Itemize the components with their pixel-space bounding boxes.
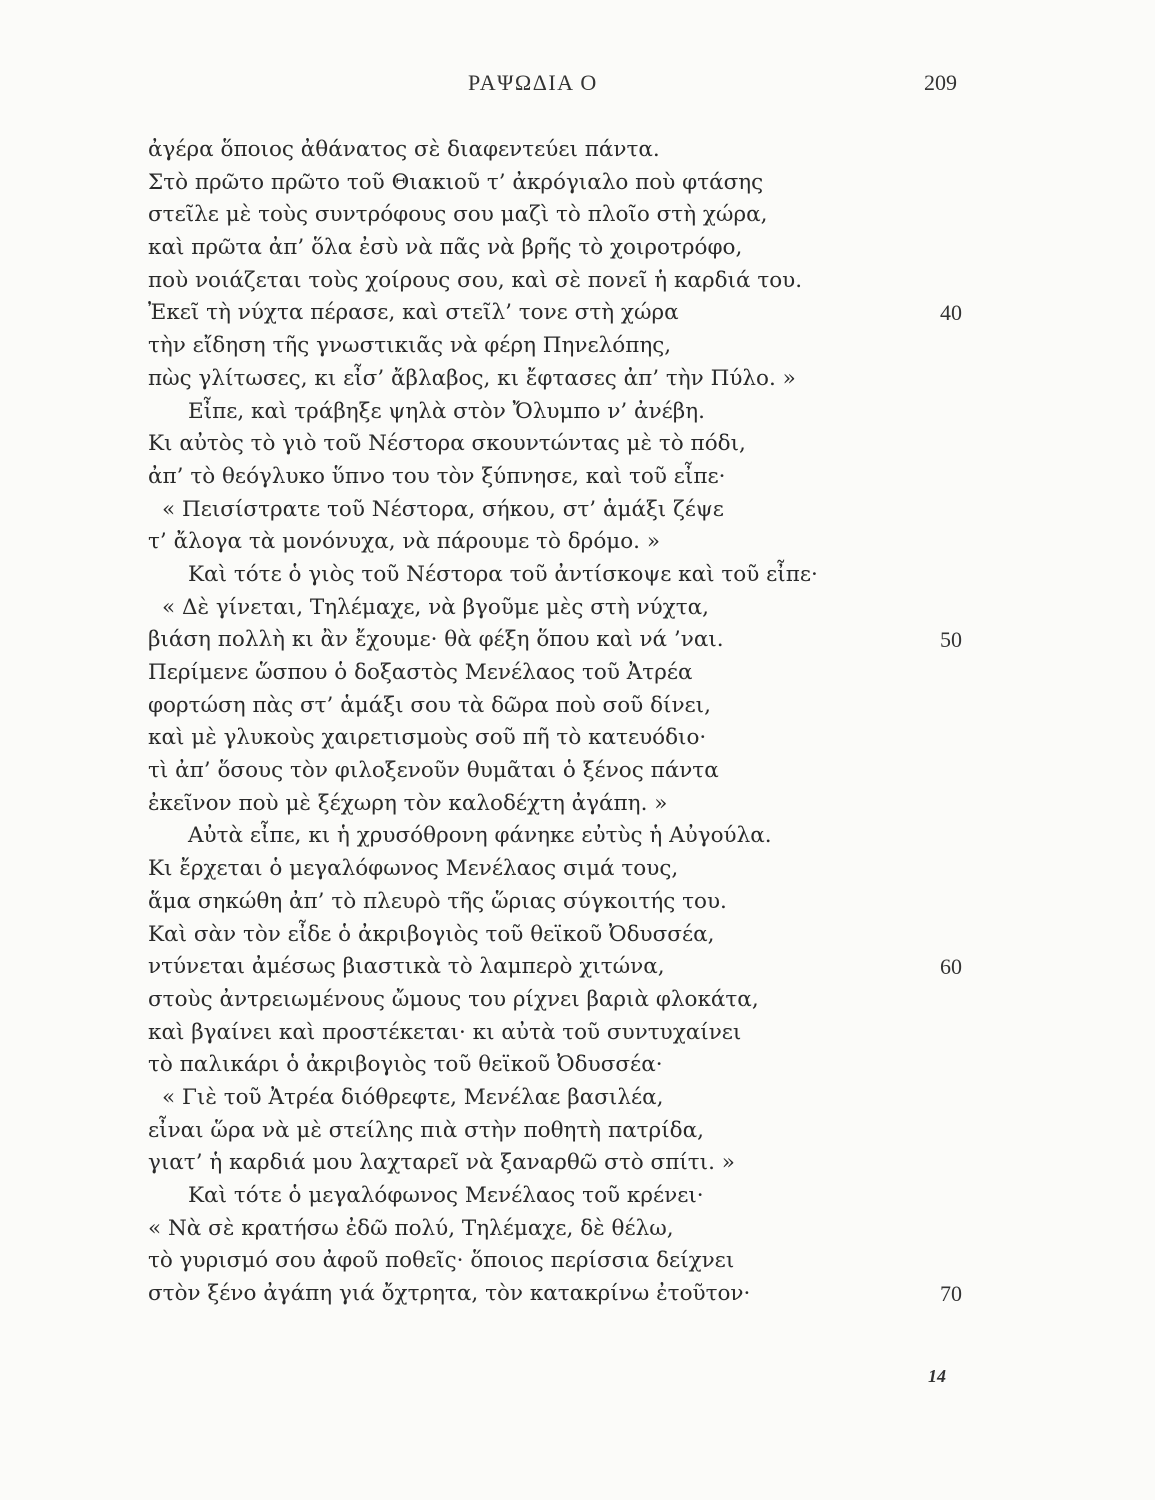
- verse-text: Κι αὐτὸς τὸ γιὸ τοῦ Νέστορα σκουντώντας μὲ τὸ πόδι,: [148, 431, 746, 457]
- verse-text: βιάση πολλὴ κι ἂν ἔχουμε· θὰ φέξη ὅπου καὶ νά ’ναι.: [148, 627, 724, 653]
- verse-text: ντύνεται ἀμέσως βιαστικὰ τὸ λαμπερὸ χιτώνα,: [148, 954, 665, 980]
- verse-line: [0, 919, 1155, 952]
- verse-line: [0, 461, 1155, 494]
- verse-line: [0, 722, 1155, 755]
- verse-line: [0, 232, 1155, 265]
- verse-text: ἀπ’ τὸ θεόγλυκο ὕπνο του τὸν ξύπνησε, καὶ τοῦ εἶπε·: [148, 463, 726, 489]
- verse-line: [0, 951, 1155, 984]
- verse-line: [0, 1017, 1155, 1050]
- verse-line: [0, 363, 1155, 396]
- verse-line: [0, 886, 1155, 919]
- verse-line: [0, 494, 1155, 527]
- verse-line: [0, 330, 1155, 363]
- verse-text: τὸ γυρισμό σου ἀφοῦ ποθεῖς· ὅποιος περίσσια δείχνει: [148, 1248, 735, 1274]
- verse-line: [0, 1213, 1155, 1246]
- verse-line: [0, 592, 1155, 625]
- verse-line: [0, 1049, 1155, 1082]
- verse-text: καὶ πρῶτα ἀπ’ ὅλα ἐσὺ νὰ πᾶς νὰ βρῆς τὸ χοιροτρόφο,: [148, 235, 743, 261]
- verse-text: Κι ἔρχεται ὁ μεγαλόφωνος Μενέλαος σιμά τους,: [148, 856, 679, 882]
- verse-text: στοὺς ἀντρειωμένους ὤμους του ρίχνει βαριὰ φλοκάτα,: [148, 986, 759, 1012]
- verse-line: [0, 1245, 1155, 1278]
- verse-text: Καὶ τότε ὁ γιὸς τοῦ Νέστορα τοῦ ἀντίσκοψε καὶ τοῦ εἶπε·: [188, 561, 818, 587]
- verse-text: καὶ βγαίνει καὶ προστέκεται· κι αὐτὰ τοῦ συντυχαίνει: [148, 1019, 742, 1045]
- verse-text: στὸν ξένο ἀγάπη γιά ὄχτρητα, τὸν κατακρίνω ἐτοῦτον·: [148, 1281, 751, 1307]
- verse-text: εἶναι ὥρα νὰ μὲ στείλης πιὰ στὴν ποθητὴ πατρίδα,: [148, 1117, 704, 1143]
- verse-text: στεῖλε μὲ τοὺς συντρόφους σου μαζὶ τὸ πλοῖο στὴ χώρα,: [148, 202, 768, 228]
- verse-line: [0, 1180, 1155, 1213]
- verse-line: [0, 134, 1155, 167]
- verse-text: τὶ ἀπ’ ὅσους τὸν φιλοξενοῦν θυμᾶται ὁ ξένος πάντα: [148, 758, 719, 784]
- verse-line: [0, 624, 1155, 657]
- verse-line: [0, 265, 1155, 298]
- verse-line: [0, 1115, 1155, 1148]
- verse-line: [0, 428, 1155, 461]
- verse-text: « Πεισίστρατε τοῦ Νέστορα, σήκου, στ’ ἁμάξι ζέψε: [162, 496, 724, 522]
- verse-line: [0, 788, 1155, 821]
- verse-line: [0, 559, 1155, 592]
- page-title: ΡΑΨΩΔΙΑ Ο: [468, 70, 598, 95]
- verse-line: [0, 853, 1155, 886]
- verse-line: [0, 820, 1155, 853]
- verse-line: [0, 755, 1155, 788]
- verse-line: [0, 690, 1155, 723]
- page-number: 209: [924, 70, 957, 95]
- line-number: 40: [940, 300, 962, 326]
- verse-line: [0, 657, 1155, 690]
- verse-text: πὼς γλίτωσες, κι εἶσ’ ἄβλαβος, κι ἔφτασες ἀπ’ τὴν Πύλο. »: [148, 365, 796, 391]
- verse-line: [0, 199, 1155, 232]
- verse-text: Στὸ πρῶτο πρῶτο τοῦ Θιακιοῦ τ’ ἀκρόγιαλο ποὺ φτάσης: [148, 169, 764, 195]
- verse-text: γιατ’ ἡ καρδιά μου λαχταρεῖ νὰ ξαναρθῶ στὸ σπίτι. »: [148, 1150, 735, 1176]
- verse-line: [0, 396, 1155, 429]
- verse-line: [0, 1147, 1155, 1180]
- verse-text: καὶ μὲ γλυκοὺς χαιρετισμοὺς σοῦ πῆ τὸ κατευόδιο·: [148, 725, 707, 751]
- signature-mark: 14: [928, 1366, 946, 1386]
- verse-text: ἀγέρα ὅποιος ἀθάνατος σὲ διαφεντεύει πάντα.: [148, 137, 660, 162]
- line-number: 60: [940, 954, 962, 980]
- line-number: 50: [940, 627, 962, 653]
- verse-text: Εἶπε, καὶ τράβηξε ψηλὰ στὸν Ὄλυμπο ν’ ἀνέβη.: [188, 398, 705, 424]
- poem-text: [0, 134, 1155, 1311]
- verse-text: τὴν εἴδηση τῆς γνωστικιᾶς νὰ φέρη Πηνελόπης,: [148, 333, 672, 359]
- verse-text: Καὶ τότε ὁ μεγαλόφωνος Μενέλαος τοῦ κρένει·: [188, 1183, 704, 1208]
- verse-text: « Γιὲ τοῦ Ἀτρέα διόθρεφτε, Μενέλαε βασιλέα,: [162, 1084, 664, 1110]
- verse-text: « Νὰ σὲ κρατήσω ἐδῶ πολύ, Τηλέμαχε, δὲ θέλω,: [148, 1215, 674, 1241]
- verse-text: ἅμα σηκώθη ἀπ’ τὸ πλευρὸ τῆς ὥριας σύγκοιτής του.: [148, 888, 727, 914]
- verse-text: Αὐτὰ εἶπε, κι ἡ χρυσόθρονη φάνηκε εὐτὺς ἡ Αὐγούλα.: [188, 823, 772, 849]
- verse-text: τὸ παλικάρι ὁ ἀκριβογιὸς τοῦ θεϊκοῦ Ὀδυσσέα·: [148, 1052, 663, 1078]
- verse-line: [0, 1082, 1155, 1115]
- running-head: [0, 66, 1155, 102]
- verse-line: [0, 167, 1155, 200]
- verse-text: Καὶ σὰν τὸν εἶδε ὁ ἀκριβογιὸς τοῦ θεϊκοῦ Ὀδυσσέα,: [148, 921, 715, 947]
- verse-line: [0, 526, 1155, 559]
- verse-text: Περίμενε ὥσπου ὁ δοξαστὸς Μενέλαος τοῦ Ἀτρέα: [148, 660, 693, 685]
- verse-text: ποὺ νοιάζεται τοὺς χοίρους σου, καὶ σὲ πονεῖ ἡ καρδιά του.: [148, 267, 803, 293]
- verse-line: [0, 1278, 1155, 1311]
- verse-line: [0, 297, 1155, 330]
- verse-line: [0, 984, 1155, 1017]
- verse-text: ἐκεῖνον ποὺ μὲ ξέχωρη τὸν καλοδέχτη ἀγάπη. »: [148, 790, 668, 816]
- verse-text: « Δὲ γίνεται, Τηλέμαχε, νὰ βγοῦμε μὲς στὴ νύχτα,: [162, 594, 709, 620]
- line-number: 70: [940, 1281, 962, 1307]
- verse-text: τ’ ἄλογα τὰ μονόνυχα, νὰ πάρουμε τὸ δρόμο. »: [148, 529, 661, 555]
- verse-text: Ἐκεῖ τὴ νύχτα πέρασε, καὶ στεῖλ’ τονε στὴ χώρα: [148, 300, 679, 326]
- verse-text: φορτώση πὰς στ’ ἁμάξι σου τὰ δῶρα ποὺ σοῦ δίνει,: [148, 692, 711, 718]
